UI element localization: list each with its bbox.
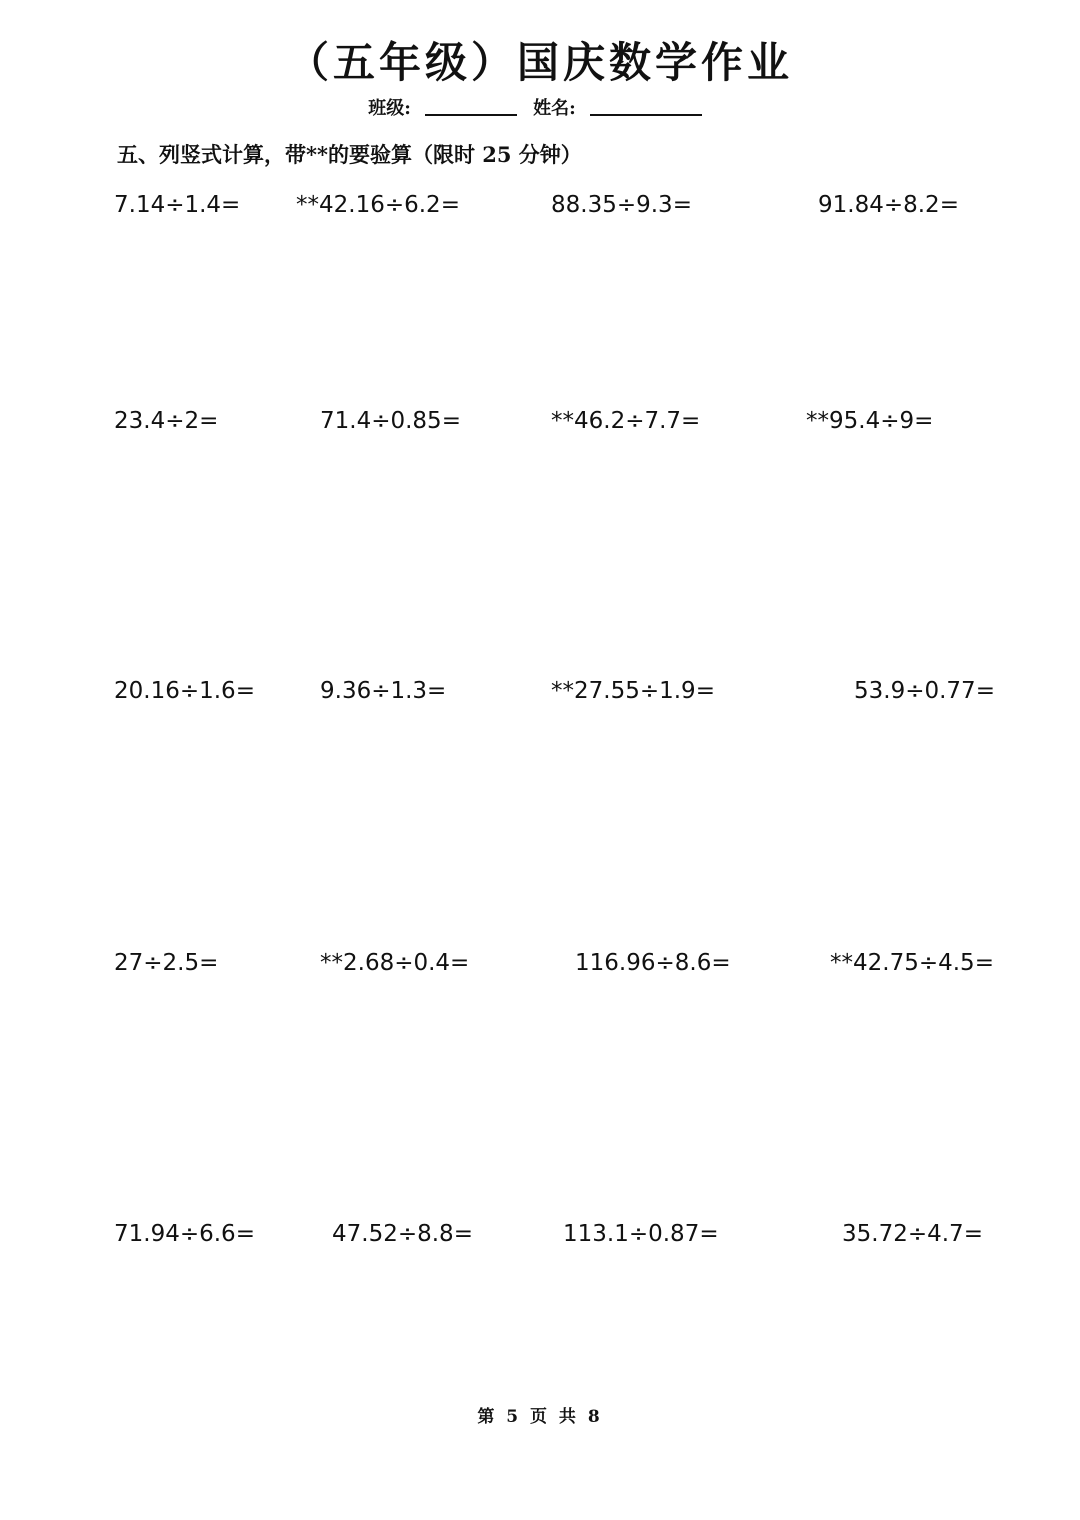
problem-r4-c1: 27÷2.5= [114,950,219,976]
problem-r3-c4: 53.9÷0.77= [854,678,995,704]
problem-r2-c1: 23.4÷2= [114,408,219,434]
class-label: 班级: [368,98,411,119]
problem-r2-c2: 71.4÷0.85= [320,408,461,434]
problem-r4-c4: **42.75÷4.5= [830,950,994,976]
problem-r1-c1: 7.14÷1.4= [114,192,241,218]
name-label: 姓名: [533,98,576,119]
name-blank-line [590,94,702,116]
class-blank-line [425,94,517,116]
problem-r4-c3: 116.96÷8.6= [575,950,731,976]
page-number-footer: 第 5 页 共 8 [477,1407,603,1427]
section-heading: 五、列竖式计算，带**的要验算（限时 25 分钟） [117,142,582,167]
problem-r3-c2: 9.36÷1.3= [320,678,447,704]
problem-r3-c3: **27.55÷1.9= [551,678,715,704]
page-title: （五年级）国庆数学作业 [286,38,793,87]
problem-r5-c1: 71.94÷6.6= [114,1221,255,1247]
problem-r1-c4: 91.84÷8.2= [818,192,959,218]
problem-r1-c2: **42.16÷6.2= [296,192,460,218]
problem-r2-c3: **46.2÷7.7= [551,408,701,434]
problem-r5-c4: 35.72÷4.7= [842,1221,983,1247]
problem-r5-c2: 47.52÷8.8= [332,1221,473,1247]
problem-r3-c1: 20.16÷1.6= [114,678,255,704]
problem-r4-c2: **2.68÷0.4= [320,950,470,976]
problem-r5-c3: 113.1÷0.87= [563,1221,719,1247]
problem-r2-c4: **95.4÷9= [806,408,934,434]
student-info-row [0,94,1080,120]
problem-r1-c3: 88.35÷9.3= [551,192,692,218]
